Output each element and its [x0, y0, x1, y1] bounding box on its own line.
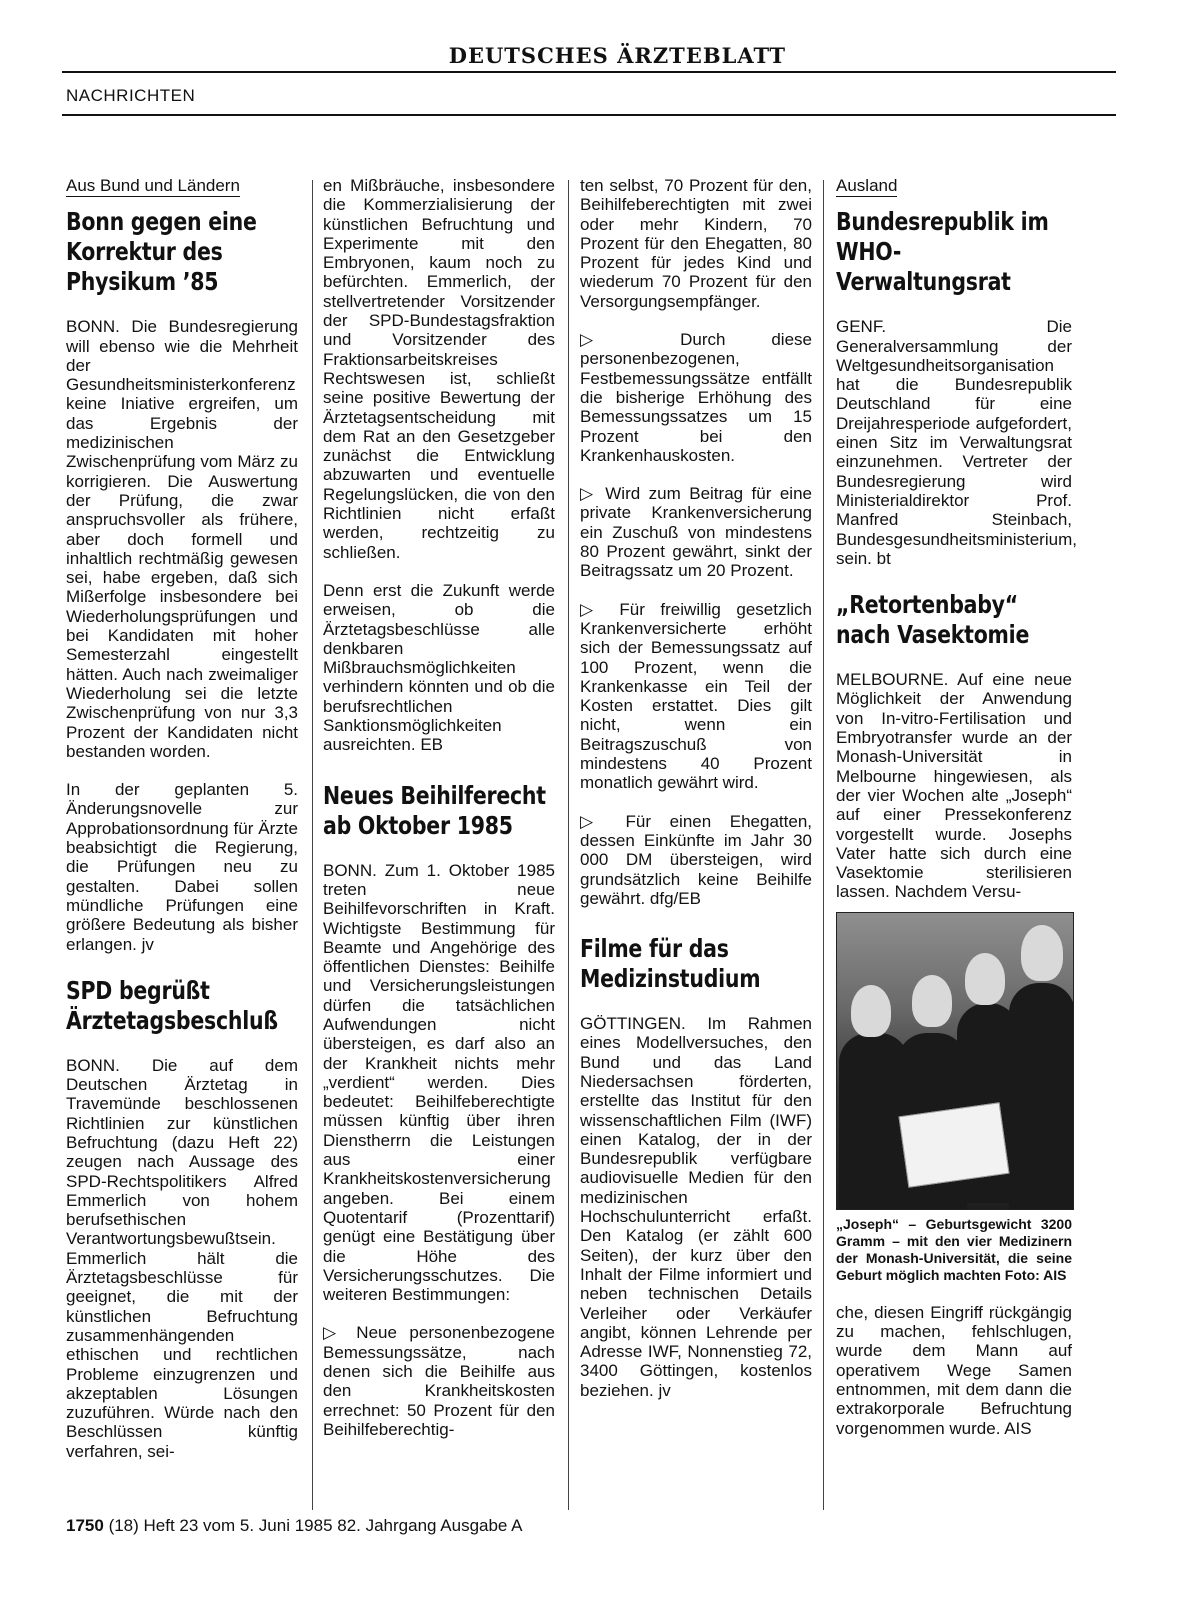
headline-who: Bundesrepublik im WHO-Verwaltungsrat	[836, 207, 1049, 297]
article-paragraph: MELBOURNE. Auf eine neue Möglichkeit der Anwendung von In-vitro-Fertilisation und Embryotransfer wurde an der Monash-Universität in Melbourne hingewiesen, als der vier Wochen alte „Joseph“ auf einer Pressekonferenz vorgestellt wurde. Josephs Vater hatte sich durch eine Vasektomie sterilisieren lassen. Nachdem Versu-	[836, 670, 1072, 902]
kicker-ausland: Ausland	[836, 176, 897, 197]
article-paragraph: ▷ Neue personenbezogene Bemessungssätze, nach denen sich die Beihilfe aus den Krankheitskosten errechnet: 50 Prozent für den Beihilfeberechtig-	[323, 1323, 555, 1439]
masthead-title: DEUTSCHES ÄRZTEBLATT	[448, 43, 786, 68]
headline-spd: SPD begrüßt Ärztetagsbeschluß	[66, 975, 278, 1035]
article-paragraph: ▷ Für einen Ehegatten, dessen Einkünfte im Jahr 30 000 DM übersteigen, wird grundsätzlich keine Beihilfe gewährt. dfg/EB	[580, 811, 812, 908]
column-divider	[823, 180, 824, 1510]
article-paragraph: BONN. Die auf dem Deutschen Ärztetag in Travemünde beschlossenen Richtlinien zur künstlichen Befruchtung (dazu Heft 22) zeugen nach Aussage des SPD-Rechtspolitikers Alfred Emmerlich von hohem berufsethischen Verantwortungsbewußtsein. Emmerlich hält die Ärztetagsbeschlüsse für geeignet, die mit der künstlichen Befruchtung zusammenhängenden ethischen und rechtlichen Probleme einzugrenzen und akzeptablen Lösungen zuzuführen. Würde nach den Beschlüssen künftig verfahren, sei-	[66, 1055, 298, 1461]
section-rule	[62, 114, 1116, 116]
headline-physikum: Bonn gegen eine Korrektur des Physikum ’85	[66, 207, 257, 297]
article-paragraph: ▷ Für freiwillig gesetzlich Krankenversicherte erhöht sich der Bemessungssatz auf 100 Prozent, wenn die Krankenkasse ein Teil der Kosten erstattet. Dies gilt nicht, wenn ein Beitragszuschuß von mindestens 40 Prozent monatlich gewährt wird.	[580, 599, 812, 793]
headline-retortenbaby: „Retortenbaby“ nach Vasektomie	[836, 590, 1030, 650]
headline-filme: Filme für das Medizinstudium	[580, 934, 761, 994]
column-4	[836, 176, 1077, 1457]
article-paragraph: Denn erst die Zukunft werde erweisen, ob die Ärztetagsbeschlüsse alle denkbaren Mißbrauchsmöglichkeiten verhindern könnten und ob die berufsrechtlichen Sanktionsmöglichkeiten ausreichten. EB	[323, 580, 555, 755]
page-number: 1750	[66, 1516, 104, 1535]
article-paragraph: BONN. Zum 1. Oktober 1985 treten neue Beihilfevorschriften in Kraft. Wichtigste Bestimmung für Beamte und Angehörige des öffentlichen Dienstes: Beihilfe und Versicherungsleistungen dürfen die tatsächlichen Aufwendungen nicht übersteigen, es darf also an der Krankheit nichts mehr „verdient“ werden. Dies bedeutet: Beihilfeberechtigte müssen künftig über ihren Dienstherrn die Leistungen aus einer Krankheitskostenversicherung angeben. Bei einem Quotentarif (Prozenttarif) genügt eine Bestätigung über die Höhe des Versicherungsschutzes. Die weiteren Bestimmungen:	[323, 860, 555, 1305]
article-paragraph: ▷ Wird zum Beitrag für eine private Krankenversicherung ein Zuschuß von mindestens 80 Prozent gewährt, sinkt der Beitragssatz um 20 Prozent.	[580, 484, 812, 581]
headline-beihilferecht: Neues Beihilferecht ab Oktober 1985	[323, 780, 546, 840]
issue-info: (18) Heft 23 vom 5. Juni 1985 82. Jahrgang Ausgabe A	[108, 1516, 523, 1535]
column-divider	[312, 180, 313, 1510]
article-paragraph: GÖTTINGEN. Im Rahmen eines Modellversuches, den Bund und das Land Niedersachsen förderten, erstellte das Institut für den wissenschaftlichen Film (IWF) einen Katalog, der in der Bundesrepublik verfügbare audiovisuelle Medien für den medizinischen Hochschulunterricht erfaßt. Den Katalog (er zählt 600 Seiten), der kurz über den Inhalt der Filme informiert und neben technischen Details Verleiher oder Verkäufer angibt, können Lehrende per Adresse IWF, Nonnenstieg 72, 3400 Göttingen, kostenlos beziehen. jv	[580, 1014, 812, 1400]
page-footer	[66, 1516, 523, 1536]
article-paragraph: BONN. Die Bundesregierung will ebenso wie die Mehrheit der Gesundheitsministerkonferenz keine Iniative ergreifen, um das Ergebnis der medizinischen Zwischenprüfung vom März zu korrigieren. Die Auswertung der Prüfung, die zwar anspruchsvoller als frühere, aber doch formell und inhaltlich rechtmäßig gewesen sei, habe ergeben, daß sich Mißerfolge insbesondere bei Wiederholungsprüfungen und bei Kandidaten mit hoher Semesterzahl eingestellt hätten. Auch nach zweimaliger Wiederholung sei die letzte Zwischenprüfung von nur 3,3 Prozent der Kandidaten nicht bestanden worden.	[66, 317, 298, 761]
column-2	[323, 176, 555, 1458]
article-paragraph: ▷ Durch diese personenbezogenen, Festbemessungssätze entfällt die bisherige Erhöhung des Bemessungssatzes um 15 Prozent bei den Krankenhauskosten.	[580, 330, 812, 465]
article-paragraph: en Mißbräuche, insbesondere die Kommerzialisierung der künstlichen Befruchtung und Experimente mit den Embryonen, kaum noch zu befürchten. Emmerlich, der stellvertretender Vorsitzender der SPD-Bundestagsfraktion und Vorsitzender des Fraktionsarbeitskreises Rechtswesen ist, schließt seine positive Bewertung der Ärztetagsentscheidung mit dem Rat an den Gesetzgeber zunächst die Entwicklung abzuwarten und eventuelle Regelungslücken, die von den Richtlinien nicht erfaßt werden, rechtzeitig zu schließen.	[323, 176, 555, 562]
section-label: NACHRICHTEN	[66, 86, 196, 105]
article-paragraph: In der geplanten 5. Änderungsnovelle zur Approbationsordnung für Ärzte beabsichtigt die Regierung, die Prüfungen neu zu gestalten. Dabei sollen mündliche Prüfungen eine größere Bedeutung als bisher erlangen. jv	[66, 780, 298, 954]
photo-caption: „Joseph“ – Geburtsgewicht 3200 Gramm – mit den vier Medizinern der Monash-Universität, die seine Geburt möglich machten Foto: AIS	[836, 1215, 1072, 1283]
kicker-bund-laender: Aus Bund und Ländern	[66, 176, 240, 197]
masthead	[62, 44, 1116, 68]
photo-doctors-with-baby	[836, 912, 1074, 1210]
column-3	[580, 176, 812, 1419]
masthead-rule	[62, 71, 1116, 73]
article-paragraph: ten selbst, 70 Prozent für den, Beihilfeberechtigten mit zwei oder mehr Kindern, 70 Prozent für den Ehegatten, 80 Prozent für jedes Kind und wiederum 70 Prozent für den Versorgungsempfänger.	[580, 176, 812, 311]
column-divider	[568, 180, 569, 1510]
column-1	[66, 176, 298, 1480]
article-paragraph: GENF. Die Generalversammlung der Weltgesundheitsorganisation hat die Bundesrepublik Deutschland für eine Dreijahresperiode aufgefordert, einen Sitz im Verwaltungsrat einzunehmen. Vertreter der Bundesregierung wird Ministerialdirektor Prof. Manfred Steinbach, Bundesgesundheitsministerium, sein. bt	[836, 317, 1077, 568]
article-paragraph: che, diesen Eingriff rückgängig zu machen, fehlschlugen, wurde dem Mann auf operativem Wege Samen entnommen, mit dem dann die extrakorporale Befruchtung vorgenommen wurde. AIS	[836, 1302, 1072, 1438]
